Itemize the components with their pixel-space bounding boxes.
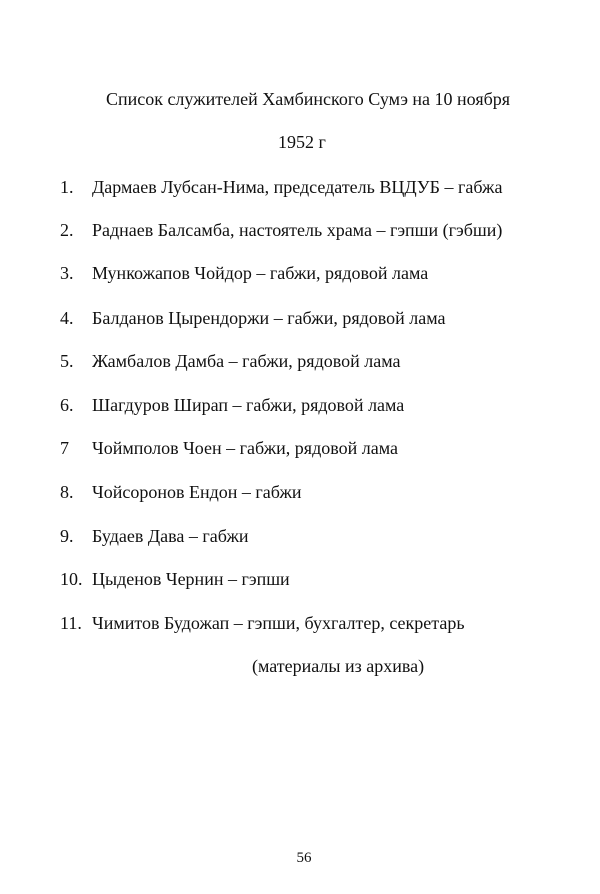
list-item-text: Балданов Цырендоржи – габжи, рядовой лама bbox=[92, 308, 446, 328]
list-item bbox=[0, 174, 600, 200]
list-item-text: Будаев Дава – габжи bbox=[92, 526, 249, 546]
title-line-1: Список служителей Хамбинского Сумэ на 10 ноября bbox=[105, 89, 511, 109]
list-item-number: 8. bbox=[60, 482, 74, 502]
list-item bbox=[0, 523, 600, 549]
list-item bbox=[0, 392, 600, 418]
list-item bbox=[0, 479, 600, 505]
document-title bbox=[0, 87, 600, 111]
list-item-text: Жамбалов Дамба – габжи, рядовой лама bbox=[92, 351, 401, 371]
page-number-text: 56 bbox=[296, 850, 312, 866]
list-item-number: 11. bbox=[60, 613, 82, 633]
list-item bbox=[0, 217, 600, 243]
source-note: (материалы из архива) bbox=[252, 656, 425, 676]
list-item-text: Цыденов Чернин – гэпши bbox=[92, 569, 290, 589]
list-item-text: Раднаев Балсамба, настоятель храма – гэпши (гэбши) bbox=[92, 220, 503, 240]
document-title-year bbox=[0, 130, 600, 154]
list-item bbox=[0, 348, 600, 374]
list-item-number: 7 bbox=[60, 438, 69, 458]
list-item-number: 5. bbox=[60, 351, 74, 371]
list-item-number: 9. bbox=[60, 526, 74, 546]
list-item-text: Шагдуров Ширап – габжи, рядовой лама bbox=[92, 395, 405, 415]
title-line-2: 1952 г bbox=[278, 132, 326, 152]
list-item bbox=[0, 610, 600, 636]
list-item-number: 1. bbox=[60, 177, 74, 197]
list-item-text: Чоймполов Чоен – габжи, рядовой лама bbox=[92, 438, 398, 458]
list-item-text: Мункожапов Чойдор – габжи, рядовой лама bbox=[92, 263, 429, 283]
list-item-number: 4. bbox=[60, 308, 74, 328]
list-item-number: 10. bbox=[60, 569, 83, 589]
list-item-number: 2. bbox=[60, 220, 74, 240]
list-item-text: Чимитов Будожап – гэпши, бухгалтер, секретарь bbox=[92, 613, 465, 633]
list-item bbox=[0, 435, 600, 461]
list-item-text: Дармаев Лубсан-Нима, председатель ВЦДУБ – габжа bbox=[92, 177, 503, 197]
page-number bbox=[0, 848, 600, 868]
list-item-text: Чойсоронов Ендон – габжи bbox=[92, 482, 302, 502]
list-item bbox=[0, 260, 600, 286]
list-item-number: 3. bbox=[60, 263, 74, 283]
list-item bbox=[0, 566, 600, 592]
list-item bbox=[0, 305, 600, 331]
list-item-number: 6. bbox=[60, 395, 74, 415]
